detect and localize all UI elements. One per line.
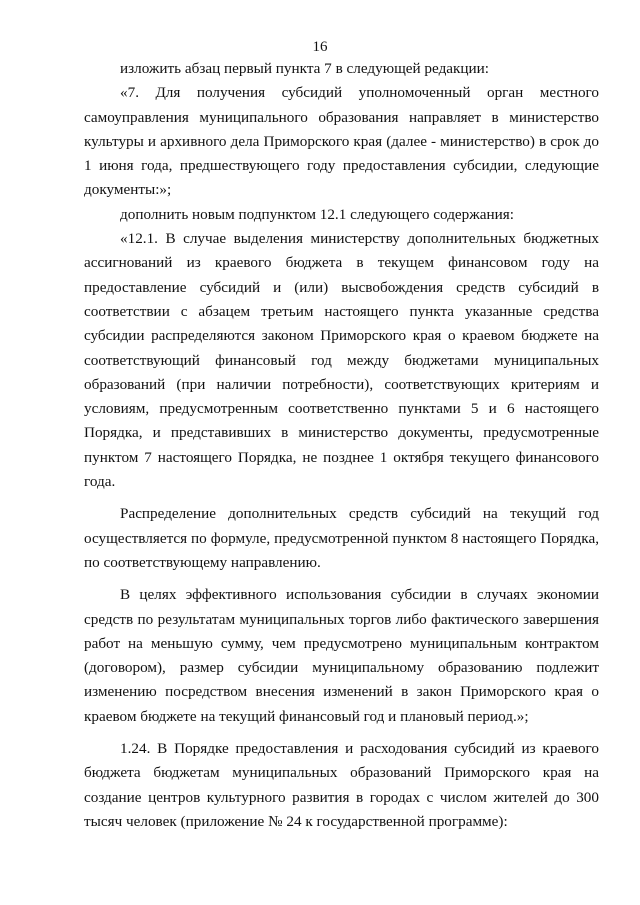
paragraph-instruction-subpoint-12-1: дополнить новым подпунктом 12.1 следующего содержания:: [120, 205, 514, 223]
paragraph-point-1-24: 1.24. В Порядке предоставления и расходования субсидий из краевого бюджета бюджетам муниципальных образований Приморского края на создание центров культурного развития в городах с числом жителей до 300 тысяч человек (приложение № 24 к государственной программе):: [84, 740, 599, 830]
paragraph-subpoint-12-1-text: «12.1. В случае выделения министерству дополнительных бюджетных ассигнований из краевого бюджета в текущем финансовом году на предоставление субсидий и (или) высвобождения средств субсидий в соответствии с абзацем третьим настоящего пункта указанные средства субсидии распределяются законом Приморского края о краевом бюджете на соответствующий финансовый год между бюджетами муниципальных образований (при наличии потребности), соответствующих критериям и условиям, предусмотренным соответственно пунктами 5 и 6 настоящего Порядка, и представивших в министерство документы, предусмотренные пунктом 7 настоящего Порядка, не позднее 1 октября текущего финансового года.: [84, 230, 599, 491]
paragraph-point-7-text: «7. Для получения субсидий уполномоченный орган местного самоуправления муниципального образования направляет в министерство культуры и архивного дела Приморского края (далее - министерство) в срок до 1 июня года, предшествующего году предоставления субсидии, следующие документы:»;: [84, 84, 599, 199]
paragraph-instruction-point-7: изложить абзац первый пункта 7 в следующей редакции:: [120, 60, 490, 77]
document-body: [84, 57, 599, 834]
page-number: 16: [312, 39, 328, 55]
paragraph-distribution-formula: Распределение дополнительных средств субсидий на текущий год осуществляется по формуле, предусмотренной пунктом 8 настоящего Порядка, по соответствующему направлению.: [84, 505, 599, 571]
paragraph-efficiency-savings: В целях эффективного использования субсидии в случаях экономии средств по результатам муниципальных торгов либо фактического завершения работ на меньшую сумму, чем предусмотрено муниципальным контрактом (договором), размер субсидии муниципальному образованию подлежит изменению посредством внесения изменений в закон Приморского края о краевом бюджете на текущий финансовый год и плановый период.»;: [84, 586, 599, 725]
